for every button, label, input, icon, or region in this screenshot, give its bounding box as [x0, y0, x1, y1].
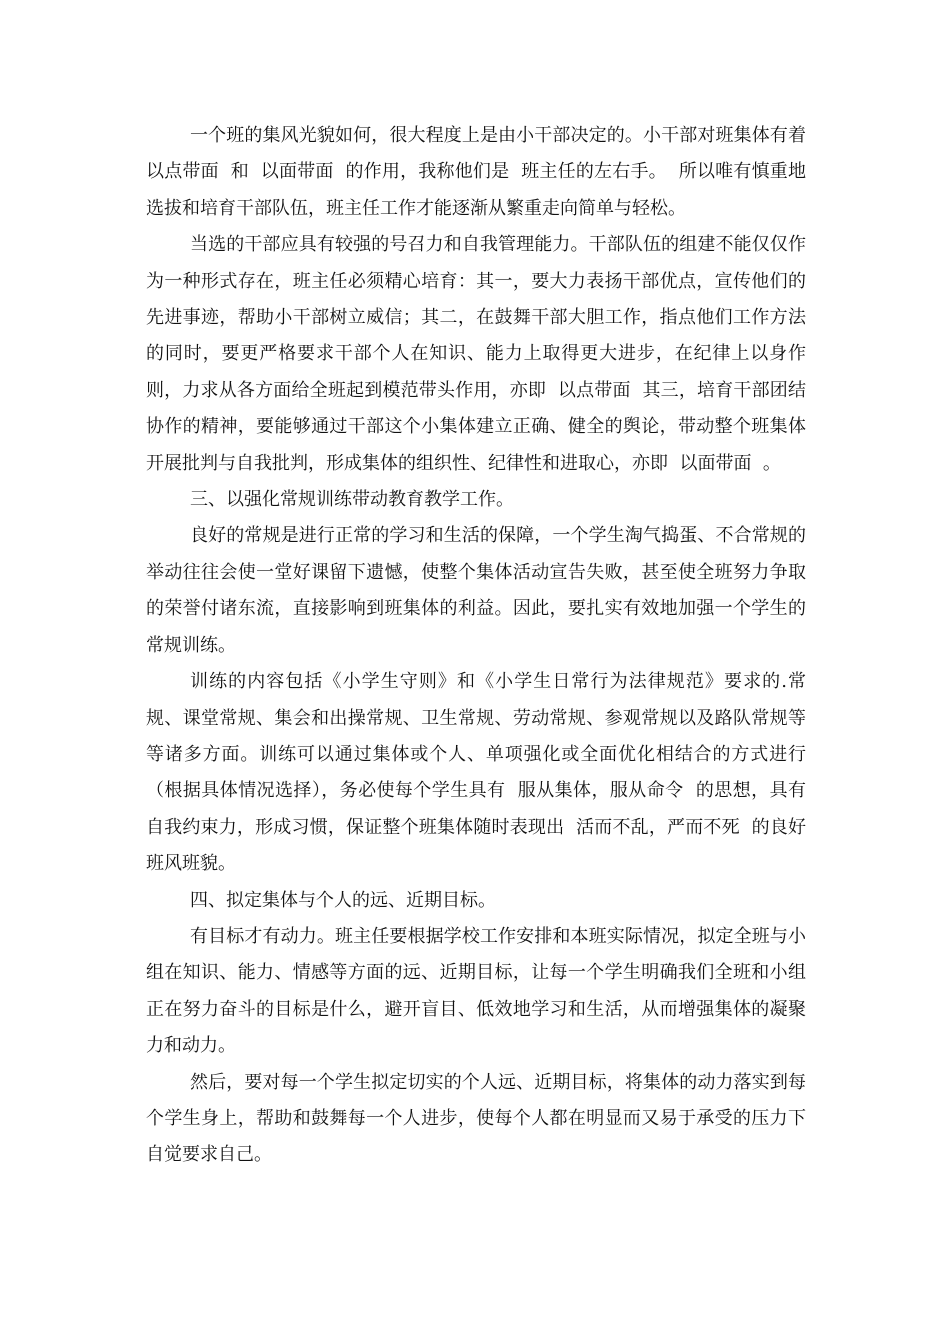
paragraph-individual-goals: 然后，要对每一个学生拟定切实的个人远、近期目标，将集体的动力落实到每个学生身上，帮助和鼓舞每一个人进步，使每个人都在明显而又易于承受的压力下自觉要求自己。	[146, 1071, 806, 1166]
paragraph-collective-goals: 有目标才有动力。班主任要根据学校工作安排和本班实际情况，拟定全班与小组在知识、能力、情感等方面的远、近期目标，让每一个学生明确我们全班和小组正在努力奋斗的目标是什么，避开盲目、低效地学习和生活，从而增强集体的凝聚力和动力。	[146, 925, 806, 1057]
document-body	[146, 118, 818, 1174]
paragraph-training-content: 训练的内容包括《小学生守则》和《小学生日常行为法律规范》要求的.常规、课堂常规、集会和出操常规、卫生常规、劳动常规、参观常规以及路队常规等等诸多方面。训练可以通过集体或个人、单项强化或全面优化相结合的方式进行（根据具体情况选择），务必使每个学生具有 服从集体，服从命令 的思想，具有自我约束力，形成习惯，保证整个班集体随时表现出 活而不乱，严而不死 的良好班风班貌。	[146, 671, 806, 875]
section-heading-routine-training: 三、以强化常规训练带动教育教学工作。	[190, 489, 514, 511]
paragraph-routine-importance: 良好的常规是进行正常的学习和生活的保障，一个学生淘气捣蛋、不合常规的举动往往会使一堂好课留下遗憾，使整个集体活动宣告失败，甚至使全班努力争取的荣誉付诸东流，直接影响到班集体的利益。因此，要扎实有效地加强一个学生的常规训练。	[146, 525, 806, 656]
section-heading-goals: 四、拟定集体与个人的远、近期目标。	[190, 889, 496, 911]
paragraph-cadre-role: 一个班的集风光貌如何，很大程度上是由小干部决定的。小干部对班集体有着 以点带面 和 以面带面 的作用，我称他们是 班主任的左右手。 所以唯有慎重地选拔和培育干部队伍，班主任工作才能逐渐从繁重走向简单与轻松。	[146, 125, 818, 219]
paragraph-cadre-training: 当选的干部应具有较强的号召力和自我管理能力。干部队伍的组建不能仅仅作为一种形式存在，班主任必须精心培育：其一，要大力表扬干部优点，宣传他们的先进事迹，帮助小干部树立威信；其二，在鼓舞干部大胆工作，指点他们工作方法的同时，要更严格要求干部个人在知识、能力上取得更大进步，在纪律上以身作则，力求从各方面给全班起到模范带头作用，亦即 以点带面 其三，培育干部团结协作的精神，要能够通过干部这个小集体建立正确、健全的舆论，带动整个班集体开展批判与自我批判，形成集体的组织性、纪律性和进取心，亦即 以面带面 。	[146, 234, 806, 474]
